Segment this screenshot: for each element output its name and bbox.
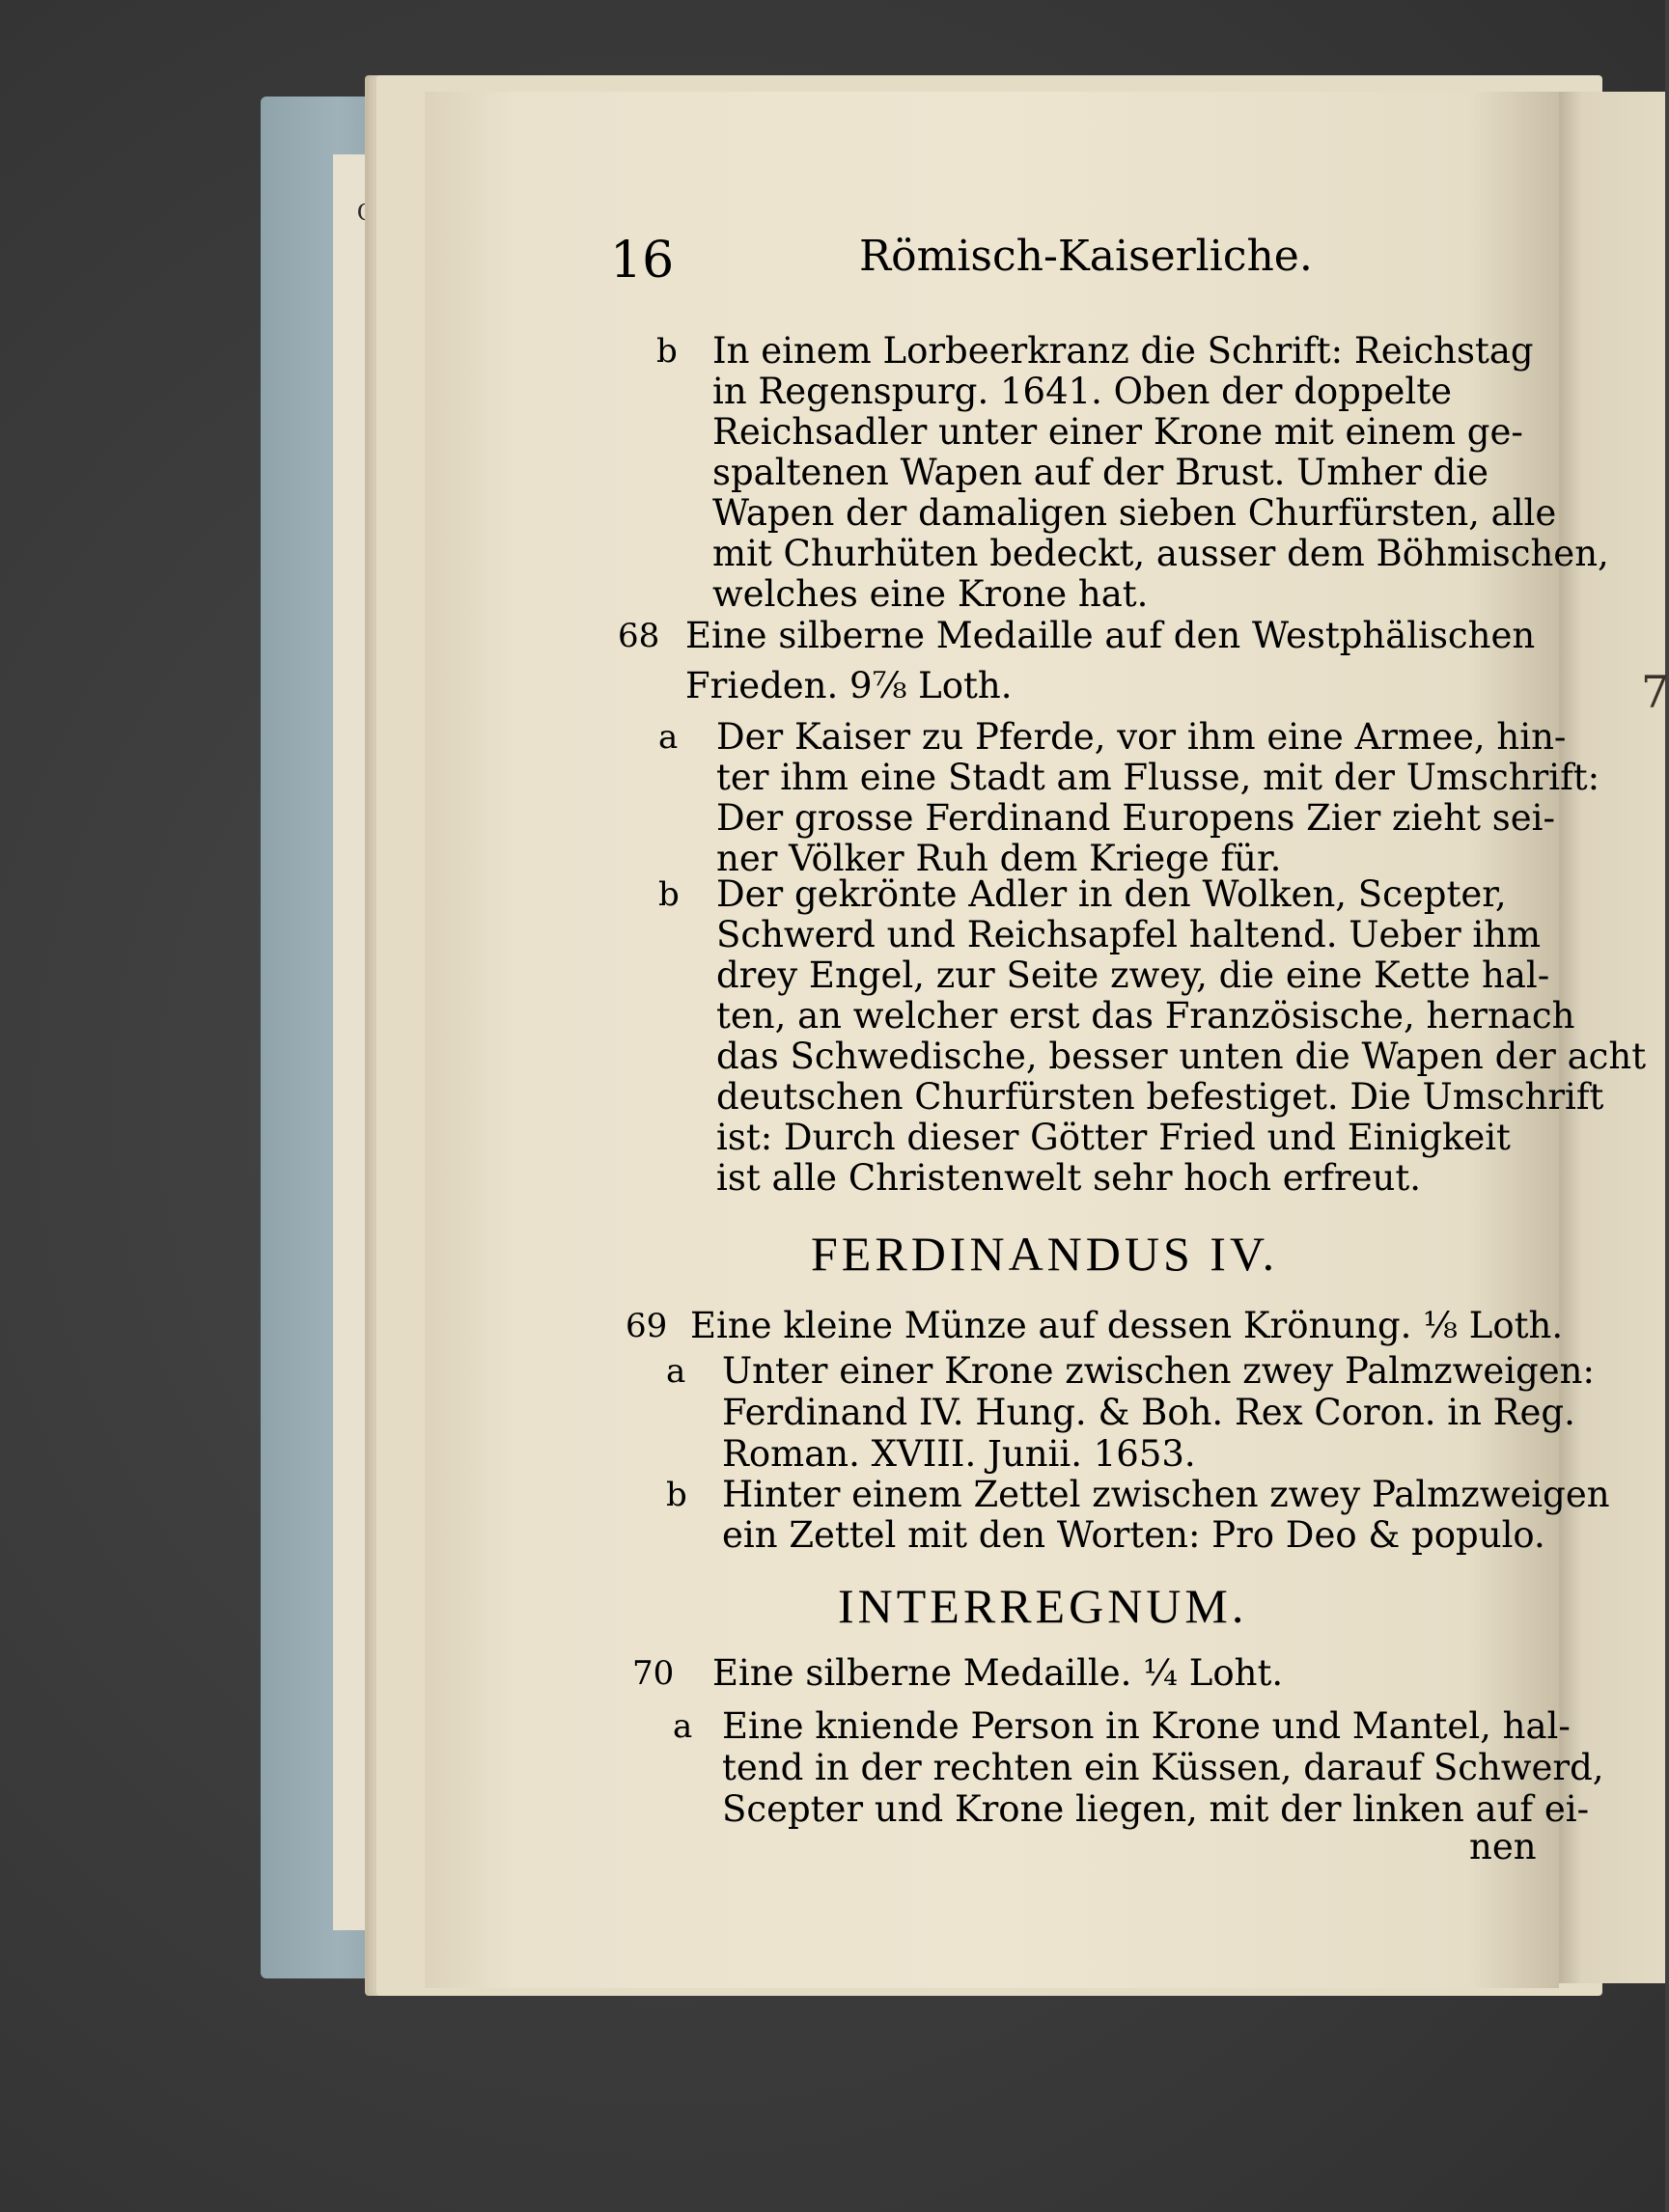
entry-label: a [658, 718, 679, 757]
text-line: Unter einer Krone zwischen zwey Palmzweigen: [722, 1350, 1595, 1392]
text-line: Eine kleine Münze auf dessen Krönung. ⅛ Loth. [690, 1305, 1564, 1346]
entry-label: 68 [618, 617, 660, 655]
text-line: Scepter und Krone liegen, mit der linken auf ei- [722, 1788, 1590, 1830]
text-line: mit Churhüten bedeckt, ausser dem Böhmischen, [712, 533, 1609, 574]
text-line: ist alle Christenwelt sehr hoch erfreut. [716, 1157, 1422, 1199]
text-line: ein Zettel mit den Worten: Pro Deo & populo. [722, 1514, 1545, 1556]
running-head: Römisch-Kaiserliche. [859, 232, 1313, 281]
text-line: ter ihm eine Stadt am Flusse, mit der Umschrift: [716, 757, 1600, 798]
entry-label: b [666, 1476, 687, 1514]
text-line: Frieden. 9⅞ Loth. [685, 665, 1013, 706]
text-line: drey Engel, zur Seite zwey, die eine Kette hal- [716, 954, 1550, 996]
text-line: In einem Lorbeerkranz die Schrift: Reichstag [712, 330, 1534, 372]
text-line: Der gekrönte Adler in den Wolken, Scepter, [716, 873, 1507, 915]
entry-label: b [656, 332, 678, 371]
cover-letters: G [357, 198, 376, 226]
text-line: welches eine Krone hat. [712, 573, 1149, 615]
text-line: Schwerd und Reichsapfel haltend. Ueber ihm [716, 914, 1542, 955]
entry-label: 69 [626, 1307, 668, 1345]
text-line: Reichsadler unter einer Krone mit einem ge- [712, 411, 1523, 453]
text-line: Hinter einem Zettel zwischen zwey Palmzweigen [722, 1474, 1610, 1515]
text-line: deutschen Churfürsten befestiget. Die Umschrift [716, 1076, 1604, 1118]
text-line: ist: Durch dieser Götter Fried und Einigkeit [716, 1117, 1511, 1158]
text-line: Eine silberne Medaille. ¼ Loht. [712, 1652, 1284, 1694]
text-line: Der grosse Ferdinand Europens Zier zieht sei- [716, 797, 1555, 839]
entry-label: a [666, 1352, 686, 1391]
text-line: Roman. XVIII. Junii. 1653. [722, 1433, 1196, 1475]
text-line: Ferdinand IV. Hung. & Boh. Rex Coron. in Reg. [722, 1392, 1575, 1433]
text-line: Eine kniende Person in Krone und Mantel, hal- [722, 1705, 1571, 1747]
text-line: ten, an welcher erst das Französische, hernach [716, 995, 1575, 1037]
text-line: in Regenspurg. 1641. Oben der doppelte [712, 371, 1453, 412]
text-line: spaltenen Wapen auf der Brust. Umher die [712, 452, 1489, 493]
entry-label: 70 [632, 1654, 675, 1693]
facing-page-mark: 7 [1641, 666, 1669, 718]
section-heading: INTERREGNUM. [838, 1579, 1248, 1633]
entry-label: b [658, 875, 680, 914]
text-line: tend in der rechten ein Küssen, darauf Schwerd, [722, 1747, 1604, 1788]
text-line: Der Kaiser zu Pferde, vor ihm eine Armee, hin- [716, 716, 1567, 758]
section-heading: FERDINANDUS IV. [811, 1227, 1279, 1281]
catchword: nen [1469, 1826, 1537, 1867]
text-line: Eine silberne Medaille auf den Westphälischen [685, 615, 1536, 656]
text-line: ner Völker Ruh dem Kriege für. [716, 838, 1282, 879]
entry-label: a [673, 1707, 693, 1746]
text-line: das Schwedische, besser unten die Wapen der acht [716, 1036, 1647, 1077]
text-line: Wapen der damaligen sieben Churfürsten, alle [712, 492, 1557, 534]
page-number: 16 [610, 232, 675, 290]
